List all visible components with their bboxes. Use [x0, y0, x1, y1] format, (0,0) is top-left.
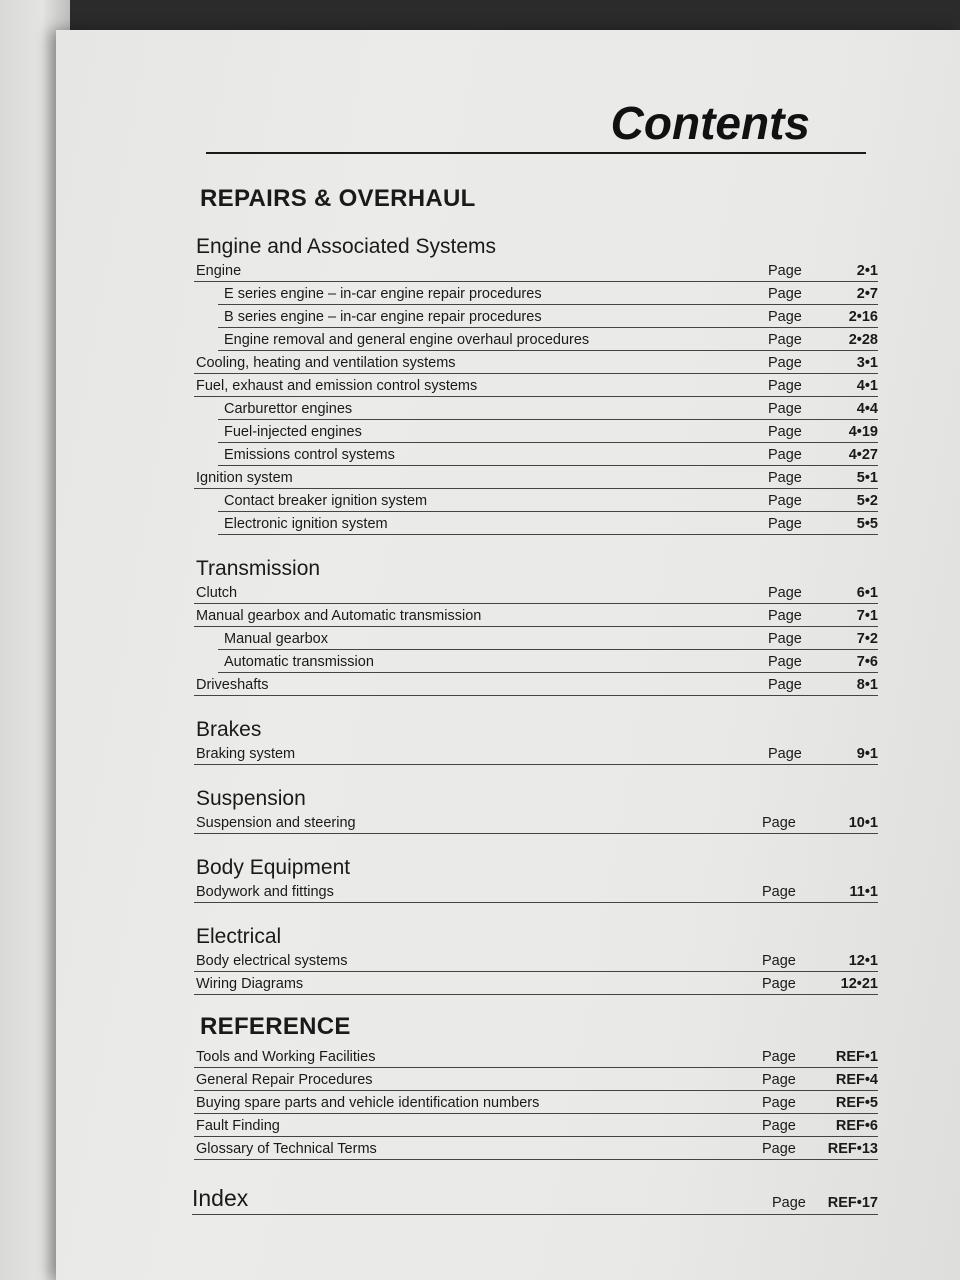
page-word: Page [762, 976, 796, 992]
toc-row [194, 949, 878, 972]
toc-row [218, 397, 878, 420]
row-label: Fuel-injected engines [224, 424, 362, 440]
page-word: Page [762, 1118, 796, 1134]
page-number: 8•1 [856, 677, 878, 693]
toc-row [218, 650, 878, 673]
page-word: Page [768, 309, 802, 325]
section-transmission [188, 557, 878, 696]
page-number: 4•1 [856, 378, 878, 394]
page-number: 4•4 [856, 401, 878, 417]
row-label: Carburettor engines [224, 401, 353, 417]
row-label: Suspension and steering [196, 815, 356, 831]
toc-row [194, 673, 878, 696]
page-number: 9•1 [856, 746, 878, 762]
toc-row [218, 282, 878, 305]
toc-row [194, 1137, 878, 1160]
page-number: 4•27 [848, 447, 878, 463]
row-label: Clutch [196, 585, 238, 601]
toc-row [218, 489, 878, 512]
page-number: 12•1 [848, 953, 878, 969]
toc-row [194, 880, 878, 903]
page-word: Page [768, 378, 802, 394]
toc-row [194, 259, 878, 282]
row-label: Braking system [196, 746, 296, 762]
page-title: Contents [610, 97, 810, 149]
row-label: Bodywork and fittings [196, 884, 334, 900]
page-number: 7•1 [856, 608, 878, 624]
toc-row [194, 581, 878, 604]
page-word: Page [768, 447, 802, 463]
contents-page [56, 30, 960, 1280]
row-label: Cooling, heating and ventilation systems [196, 355, 456, 371]
page-word: Page [768, 631, 802, 647]
row-label: Driveshafts [196, 677, 269, 693]
row-label: Tools and Working Facilities [196, 1049, 376, 1065]
page-word: Page [768, 516, 802, 532]
page-word: Page [762, 884, 796, 900]
index-row [192, 1180, 878, 1215]
toc-row [218, 328, 878, 351]
row-label: Ignition system [196, 470, 293, 486]
page-word: Page [768, 470, 802, 486]
page-word: Page [762, 815, 796, 831]
page-word: Page [768, 654, 802, 670]
page-word: Page [768, 355, 802, 371]
page-word: Page [768, 263, 802, 279]
page-number: 2•1 [856, 263, 878, 279]
page-number: REF•4 [835, 1072, 878, 1088]
page-number: 2•7 [856, 286, 878, 302]
row-label: Fuel, exhaust and emission control systems [196, 378, 478, 394]
row-label: Glossary of Technical Terms [196, 1141, 377, 1157]
page-word: Page [768, 332, 802, 348]
part-title-reference: REFERENCE [200, 1013, 351, 1040]
index-label: Index [192, 1185, 249, 1211]
page-number: 5•2 [856, 493, 878, 509]
page-number: 5•5 [856, 516, 878, 532]
row-label: Manual gearbox [224, 631, 328, 647]
page-number: 3•1 [856, 355, 878, 371]
toc-row [194, 604, 878, 627]
page-word: Page [762, 1072, 796, 1088]
page-word: Page [768, 746, 802, 762]
row-label: B series engine – in-car engine repair procedures [224, 309, 542, 325]
toc-row [194, 1045, 878, 1068]
page-number: REF•6 [835, 1118, 878, 1134]
section-engine [188, 235, 878, 535]
section-title-brakes: Brakes [196, 718, 262, 741]
page-number: 10•1 [848, 815, 878, 831]
page-word: Page [768, 401, 802, 417]
section-title-suspension: Suspension [196, 787, 306, 810]
row-label: Engine removal and general engine overhaul procedures [224, 332, 590, 348]
page-number: 7•6 [856, 654, 878, 670]
section-electrical [188, 925, 878, 995]
toc-row [218, 443, 878, 466]
page-number: REF•13 [827, 1141, 878, 1157]
toc-row [194, 742, 878, 765]
toc-row [194, 811, 878, 834]
toc-row [194, 466, 878, 489]
section-reference [188, 1045, 878, 1160]
title-rule [206, 152, 866, 154]
toc-row [194, 351, 878, 374]
toc-row [194, 374, 878, 397]
page-number: REF•1 [835, 1049, 878, 1065]
toc-row [218, 627, 878, 650]
toc-row [218, 420, 878, 443]
row-label: General Repair Procedures [196, 1072, 373, 1088]
section-suspension [188, 787, 878, 834]
page-number: 2•28 [848, 332, 878, 348]
toc-row [218, 512, 878, 535]
toc-row [194, 972, 878, 995]
row-label: Emissions control systems [224, 447, 395, 463]
section-title-body: Body Equipment [196, 856, 351, 879]
page-word: Page [768, 424, 802, 440]
page-number: 5•1 [856, 470, 878, 486]
section-brakes [188, 718, 878, 765]
toc-row [194, 1114, 878, 1137]
row-label: Buying spare parts and vehicle identification numbers [196, 1095, 540, 1111]
page-number: REF•17 [827, 1195, 878, 1211]
page-word: Page [768, 608, 802, 624]
page-word: Page [762, 953, 796, 969]
page-number: 6•1 [856, 585, 878, 601]
page-word: Page [768, 286, 802, 302]
row-label: Body electrical systems [196, 953, 348, 969]
page-word: Page [762, 1141, 796, 1157]
row-label: Engine [196, 263, 242, 279]
page-number: 12•21 [840, 976, 878, 992]
row-label: Electronic ignition system [224, 516, 388, 532]
section-title-electrical: Electrical [196, 925, 282, 948]
section-body-equipment [188, 856, 878, 903]
page-number: 11•1 [849, 884, 878, 900]
page-word: Page [762, 1049, 796, 1065]
toc-row [194, 1068, 878, 1091]
table-of-contents [188, 185, 878, 1215]
section-title-transmission: Transmission [196, 557, 321, 580]
page-word: Page [768, 585, 802, 601]
toc-row [194, 1091, 878, 1114]
row-label: Contact breaker ignition system [224, 493, 428, 509]
page-word: Page [772, 1195, 806, 1211]
row-label: Manual gearbox and Automatic transmission [196, 608, 482, 624]
row-label: Wiring Diagrams [196, 976, 304, 992]
page-word: Page [768, 677, 802, 693]
toc-row [218, 305, 878, 328]
row-label: Automatic transmission [224, 654, 374, 670]
page-word: Page [768, 493, 802, 509]
page-number: 7•2 [856, 631, 878, 647]
row-label: E series engine – in-car engine repair procedures [224, 286, 542, 302]
page-number: 4•19 [848, 424, 878, 440]
page-number: REF•5 [835, 1095, 878, 1111]
part-title-repairs: REPAIRS & OVERHAUL [200, 185, 476, 212]
section-title-engine: Engine and Associated Systems [196, 235, 497, 258]
row-label: Fault Finding [196, 1118, 280, 1134]
page-word: Page [762, 1095, 796, 1111]
page-number: 2•16 [848, 309, 878, 325]
